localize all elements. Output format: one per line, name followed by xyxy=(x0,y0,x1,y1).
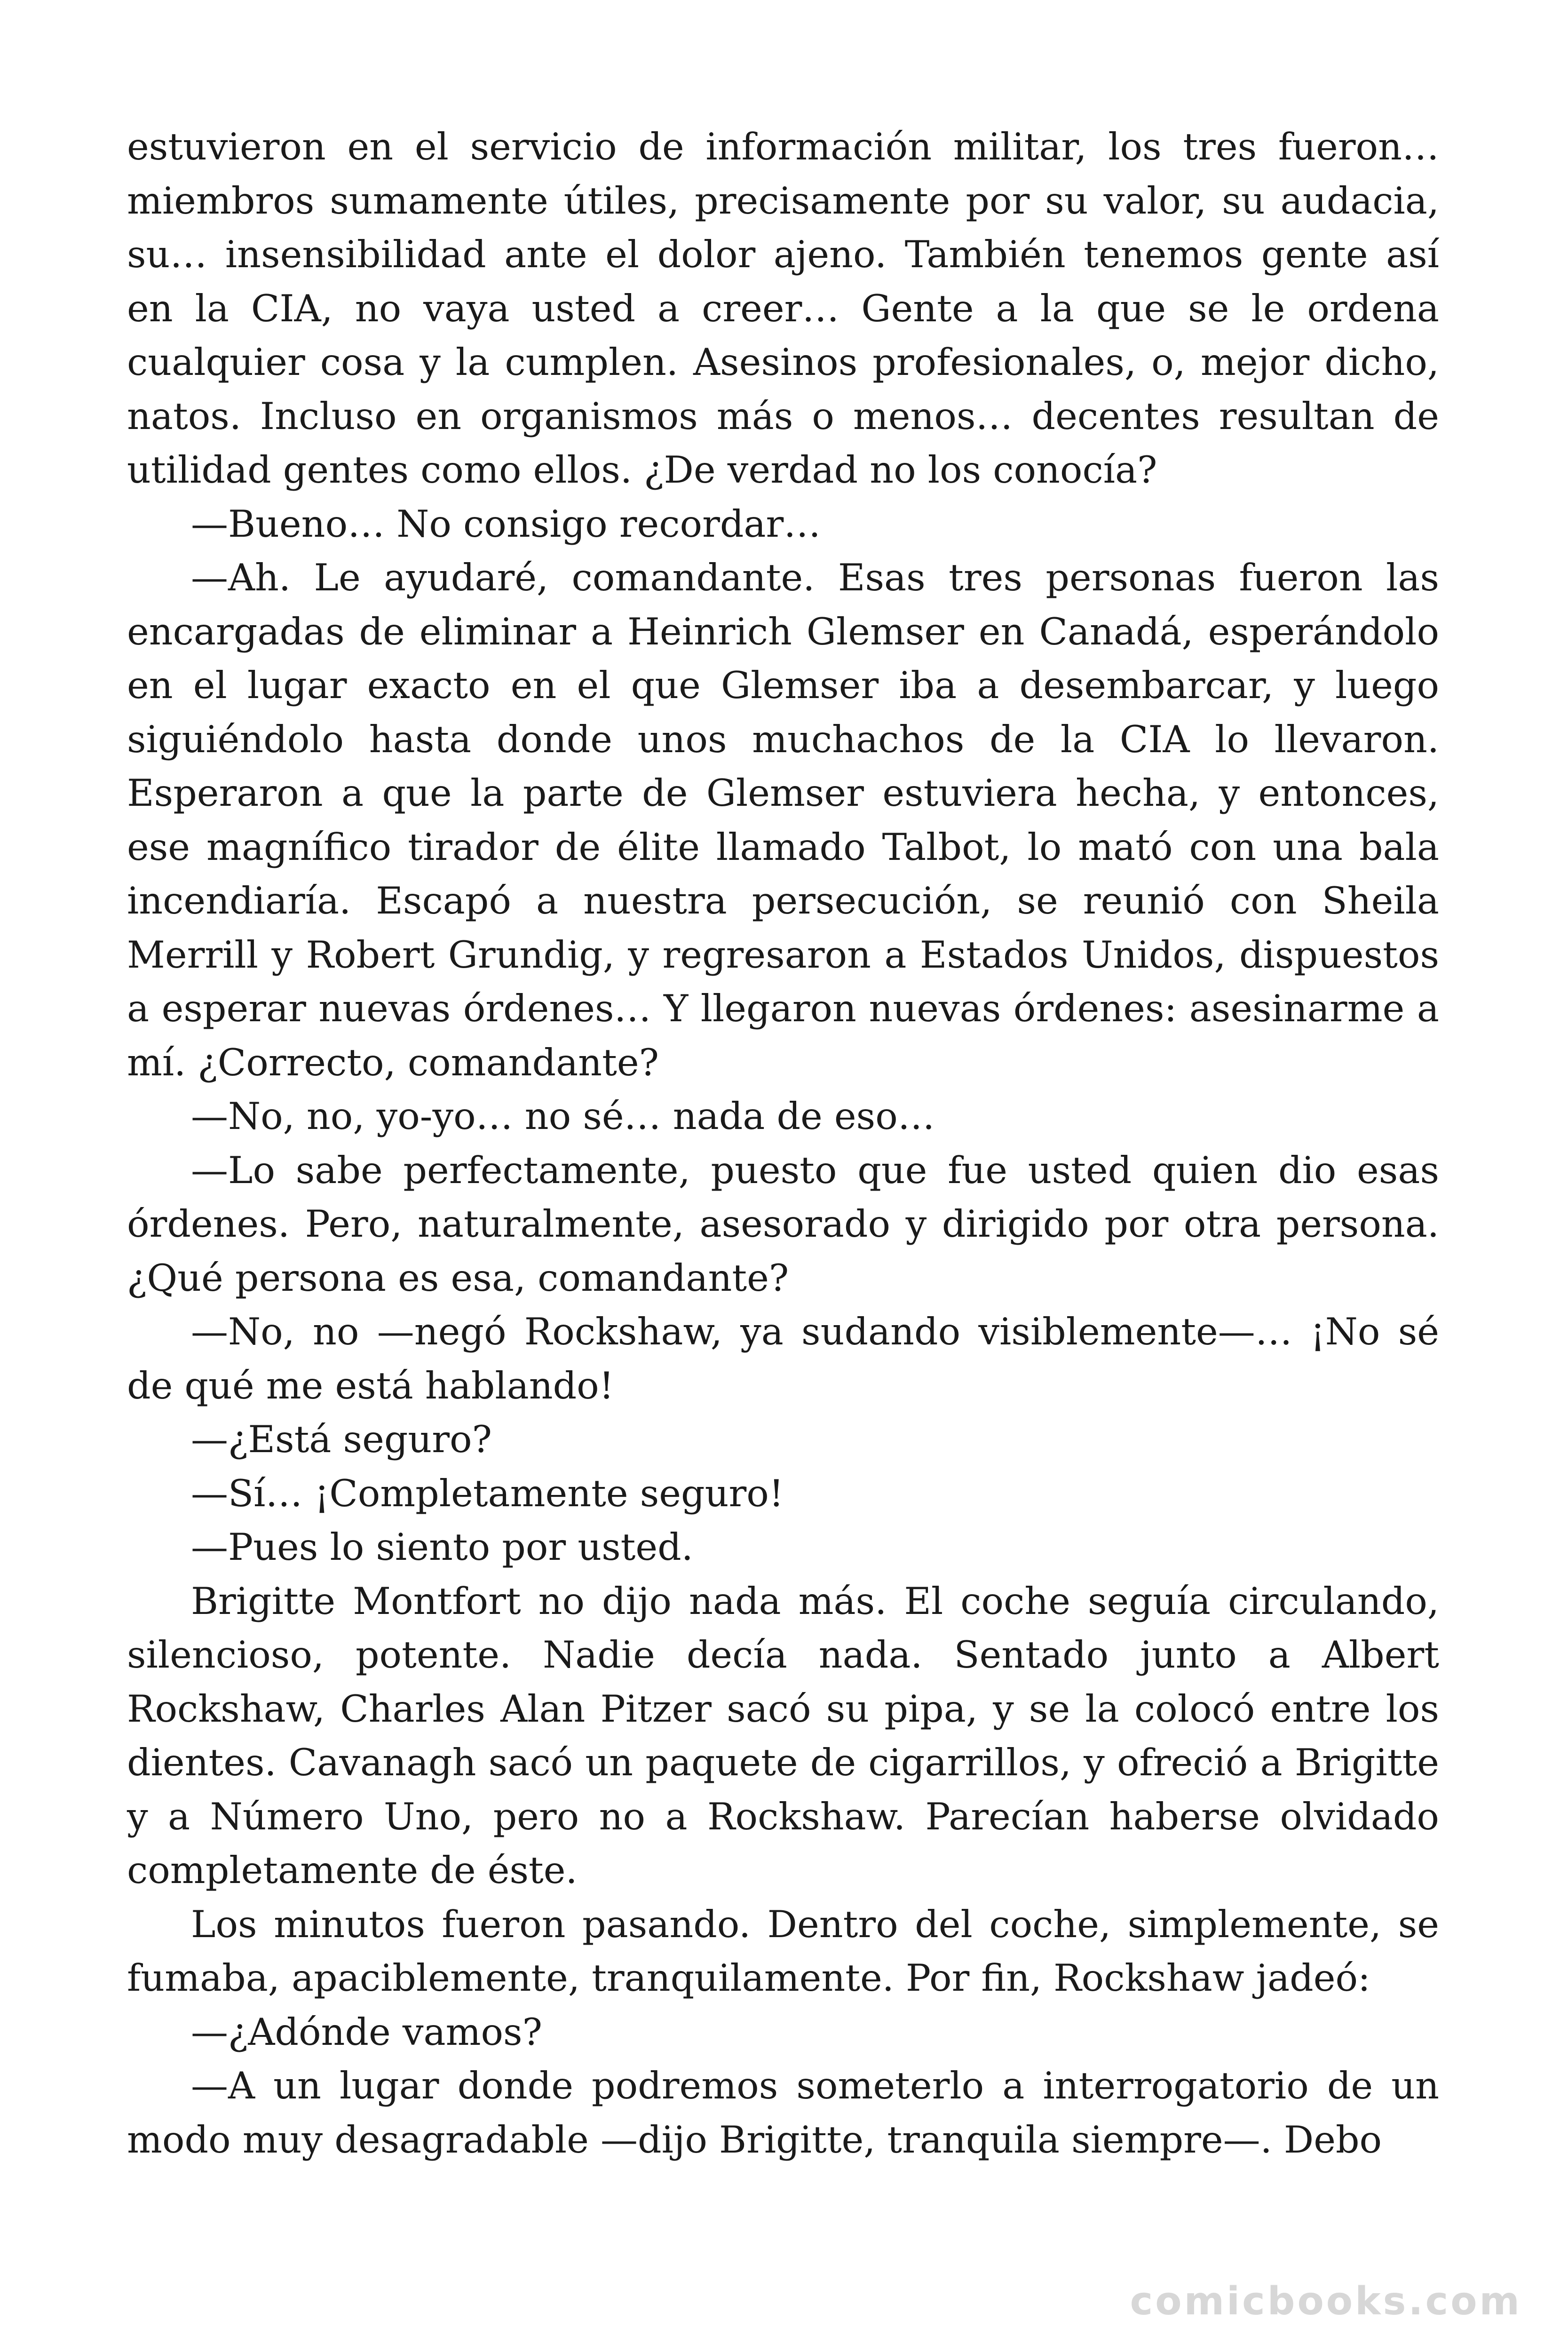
paragraph: —No, no —negó Rockshaw, ya sudando visiblemente—… ¡No sé de qué me está hablando! xyxy=(127,1310,1439,1407)
watermark: comicbooks.com xyxy=(1130,2279,1522,2324)
paragraph: Brigitte Montfort no dijo nada más. El coche seguía circulando, silencioso, potente. Nadie decía nada. Sentado junto a Albert Rockshaw, Charles Alan Pitzer sacó su pipa, y se la colocó entre los dientes. Cavanagh sacó un paquete de cigarrillos, y ofreció a Brigitte y a Número Uno, pero no a Rockshaw. Parecían haberse olvidado completamente de éste. xyxy=(127,1579,1439,1892)
paragraph: —No, no, yo-yo… no sé… nada de eso… xyxy=(191,1095,935,1138)
page-body xyxy=(127,120,1439,2167)
paragraph: Los minutos fueron pasando. Dentro del coche, simplemente, se fumaba, apaciblemente, tranquilamente. Por fin, Rockshaw jadeó: xyxy=(127,1902,1439,2000)
paragraph: —Pues lo siento por usted. xyxy=(191,1526,693,1569)
paragraph: —Bueno… No consigo recordar… xyxy=(191,502,821,546)
paragraph: —Ah. Le ayudaré, comandante. Esas tres personas fueron las encargadas de eliminar a Heinrich Glemser en Canadá, esperándolo en el lugar exacto en el que Glemser iba a desembarcar, y luego siguiéndolo hasta donde unos muchachos de la CIA lo llevaron. Esperaron a que la parte de Glemser estuviera hecha, y entonces, ese magnífico tirador de élite llamado Talbot, lo mató con una bala incendiaría. Escapó a nuestra persecución, se reunió con Sheila Merrill y Robert Grundig, y regresaron a Estados Unidos, dispuestos a esperar nuevas órdenes… Y llegaron nuevas órdenes: asesinarme a mí. ¿Correcto, comandante? xyxy=(127,556,1439,1084)
paragraph: —Sí… ¡Completamente seguro! xyxy=(191,1471,784,1515)
paragraph: —¿Adónde vamos? xyxy=(191,2010,542,2054)
paragraph: —¿Está seguro? xyxy=(191,1418,492,1461)
paragraph: —Lo sabe perfectamente, puesto que fue usted quien dio esas órdenes. Pero, naturalmente, asesorado y dirigido por otra persona. ¿Qué persona es esa, comandante? xyxy=(127,1148,1439,1300)
paragraph: estuvieron en el servicio de información militar, los tres fueron… miembros sumamente útiles, precisamente por su valor, su audacia, su… insensibilidad ante el dolor ajeno. También tenemos gente así en la CIA, no vaya usted a creer… Gente a la que se le ordena cualquier cosa y la cumplen. Asesinos profesionales, o, mejor dicho, natos. Incluso en organismos más o menos… decentes resultan de utilidad gentes como ellos. ¿De verdad no los conocía? xyxy=(127,125,1439,492)
paragraph: —A un lugar donde podremos someterlo a interrogatorio de un modo muy desagradable —dijo Brigitte, tranquila siempre—. Debo xyxy=(127,2064,1439,2161)
